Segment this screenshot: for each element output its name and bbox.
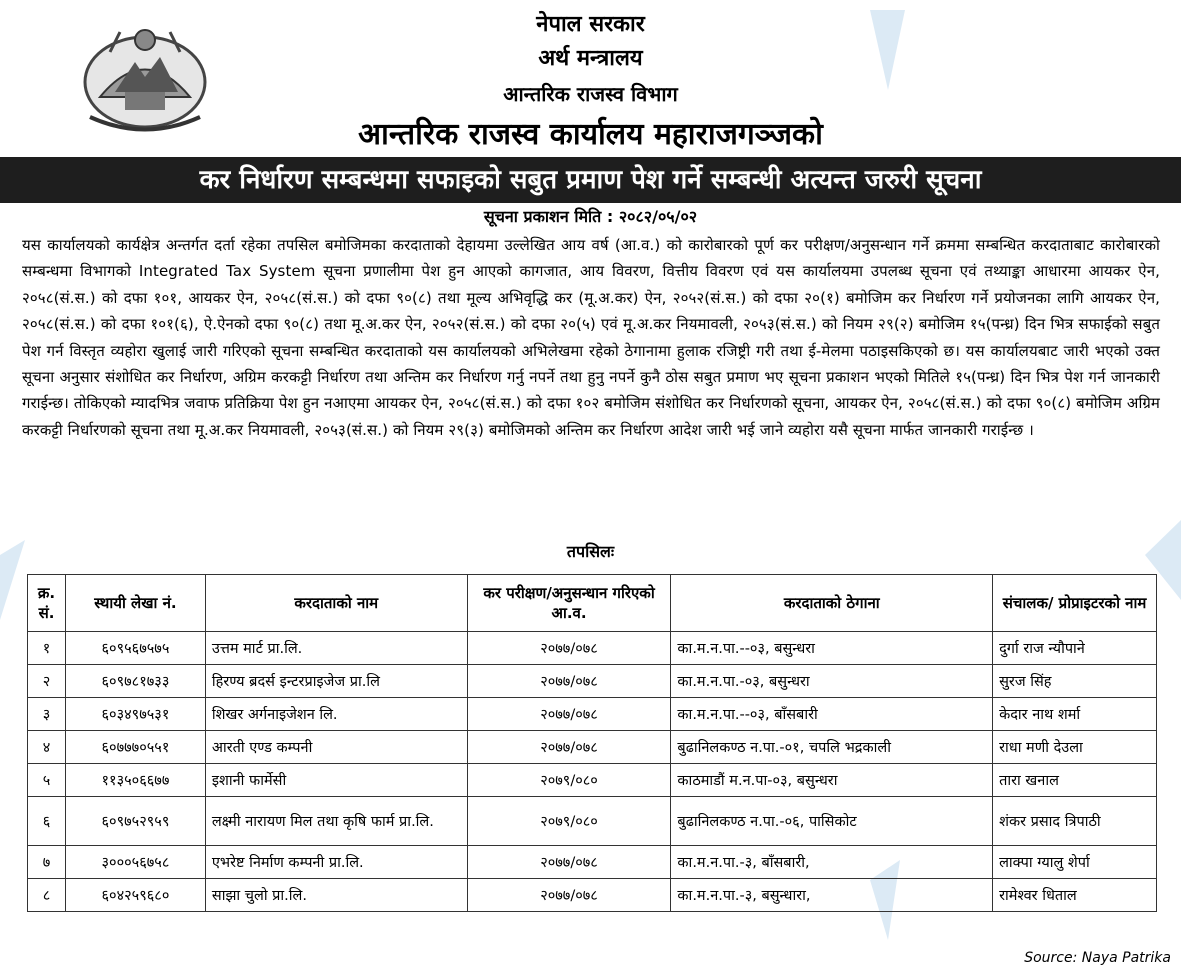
cell-director: दुर्गा राज न्यौपाने <box>993 632 1157 665</box>
cell-year: २०७७/०७८ <box>467 665 671 698</box>
cell-pan: ६०३४९७५३१ <box>65 698 205 731</box>
table-row <box>28 698 1157 731</box>
cell-address: का.म.न.पा.--०३, बसुन्धरा <box>671 632 993 665</box>
govt-name: नेपाल सरकार <box>536 12 645 37</box>
col-header-address: करदाताको ठेगाना <box>671 575 993 632</box>
table-row <box>28 665 1157 698</box>
table-row <box>28 731 1157 764</box>
cell-name: एभरेष्ट निर्माण कम्पनी प्रा.लि. <box>205 846 467 879</box>
ministry-name: अर्थ मन्त्रालय <box>538 46 643 71</box>
notice-header <box>0 0 1181 155</box>
col-header-year: कर परीक्षण/अनुसन्धान गरिएको आ.व. <box>467 575 671 632</box>
cell-sn: ४ <box>28 731 66 764</box>
col-header-pan: स्थायी लेखा नं. <box>65 575 205 632</box>
cell-pan: ११३५०६६७७ <box>65 764 205 797</box>
cell-address: का.म.न.पा.--०३, बाँसबारी <box>671 698 993 731</box>
cell-year: २०७७/०७८ <box>467 698 671 731</box>
notice-title-banner: कर निर्धारण सम्बन्धमा सफाइको सबुत प्रमाण पेश गर्ने सम्बन्धी अत्यन्त जरुरी सूचना <box>0 157 1181 203</box>
cell-name: उत्तम मार्ट प्रा.लि. <box>205 632 467 665</box>
table-row <box>28 797 1157 846</box>
publication-date: सूचना प्रकाशन मिति : २०८२/०५/०२ <box>483 207 698 226</box>
cell-director: केदार नाथ शर्मा <box>993 698 1157 731</box>
cell-pan: ६०९७८१७३३ <box>65 665 205 698</box>
cell-name: आरती एण्ड कम्पनी <box>205 731 467 764</box>
source-credit: Source: Naya Patrika <box>1024 950 1171 966</box>
cell-address: का.म.न.पा.-०३, बसुन्धरा <box>671 665 993 698</box>
table-row <box>28 846 1157 879</box>
cell-sn: ८ <box>28 879 66 912</box>
cell-year: २०७७/०७८ <box>467 846 671 879</box>
table-row <box>28 764 1157 797</box>
table-row <box>28 632 1157 665</box>
cell-name: शिखर अर्गनाइजेशन लि. <box>205 698 467 731</box>
cell-year: २०७९/०८० <box>467 797 671 846</box>
cell-sn: १ <box>28 632 66 665</box>
cell-director: लाक्पा ग्यालु शेर्पा <box>993 846 1157 879</box>
cell-name: हिरण्य ब्रदर्स इन्टरप्राइजेज प्रा.लि <box>205 665 467 698</box>
cell-director: राधा मणी देउला <box>993 731 1157 764</box>
cell-address: बुढानिलकण्ठ न.पा.-०६, पासिकोट <box>671 797 993 846</box>
cell-director: तारा खनाल <box>993 764 1157 797</box>
col-header-sn: क्र. सं. <box>28 575 66 632</box>
office-name: आन्तरिक राजस्व कार्यालय महाराजगञ्जको <box>358 117 823 152</box>
cell-year: २०७७/०७८ <box>467 879 671 912</box>
cell-director: रामेश्वर धिताल <box>993 879 1157 912</box>
cell-pan: ३०००५६७५८ <box>65 846 205 879</box>
col-header-director: संचालक/ प्रोप्राइटरको नाम <box>993 575 1157 632</box>
cell-sn: ६ <box>28 797 66 846</box>
table-row <box>28 879 1157 912</box>
cell-year: २०७९/०८० <box>467 764 671 797</box>
cell-name: लक्ष्मी नारायण मिल तथा कृषि फार्म प्रा.लि. <box>205 797 467 846</box>
cell-director: सुरज सिंह <box>993 665 1157 698</box>
schedule-label: तपसिलः <box>566 542 615 561</box>
cell-sn: ३ <box>28 698 66 731</box>
cell-pan: ६०४२५९६८० <box>65 879 205 912</box>
table-header-row <box>28 575 1157 632</box>
cell-pan: ६०७७७०५५१ <box>65 731 205 764</box>
cell-name: इशानी फार्मेसी <box>205 764 467 797</box>
cell-pan: ६०९५६७५७५ <box>65 632 205 665</box>
cell-address: का.म.न.पा.-३, बसुन्धारा, <box>671 879 993 912</box>
notice-body-paragraph: यस कार्यालयको कार्यक्षेत्र अन्तर्गत दर्ता रहेका तपसिल बमोजिमका करदाताको देहायमा उल्लेखित आय वर्ष (आ.व.) को कारोबारको पूर्ण कर परीक्षण/अनुसन्धान गर्ने क्रममा सम्बन्धित करदाताबाट कारोबारको सम्बन्धमा विभागको Integrated Tax System सूचना प्रणालीमा पेश हुन आएको कागजात, आय विवरण, वित्तीय विवरण एवं यस कार्यालयमा उपलब्ध सूचना एवं तथ्याङ्का आधारमा आयकर ऐन, २०५८(सं.स.) को दफा १०१, आयकर ऐन, २०५८(सं.स.) को दफा ९०(८) तथा मूल्य अभिवृद्धि कर (मू.अ.कर) ऐन, २०५२(सं.स.) को दफा २०(१) बमोजिम कर निर्धारण गर्ने प्रयोजनका लागि आयकर ऐन, २०५८(सं.स.) को दफा १०१(६), ऐ.ऐनको दफा ९०(८) तथा मू.अ.कर ऐन, २०५२(सं.स.) को दफा २०(५) एवं मू.अ.कर नियमावली, २०५३(सं.स.) को नियम २९(२) बमोजिम १५(पन्ध्र) दिन भित्र सफाईको सबुत पेश गर्न विस्तृत व्यहोरा खुलाई जारी गरिएको सूचना सम्बन्धित करदाताको यस कार्यालयको अभिलेखमा रहेको ठेगानामा हुलाक रजिष्ट्री गरी तथा ई-मेलमा पठाइसकिएको छ। यस कार्यालयबाट जारी भएको उक्त सूचना अनुसार संशोधित कर निर्धारण, अग्रिम करकट्टी निर्धारण तथा अन्तिम कर निर्धारण गर्नु नपर्ने तथा हुनु नपर्ने कुनै ठोस सबुत प्रमाण भए सूचना प्रकाशन भएको मितिले १५(पन्ध्र) दिन भित्र पेश गर्न जानकारी गराईन्छ। तोकिएको म्यादभित्र जवाफ प्रतिक्रिया पेश हुन नआएमा आयकर ऐन, २०५८(सं.स.) को दफा १०२ बमोजिम संशोधित कर निर्धारणको सूचना, आयकर ऐन, २०५८(सं.स.) को दफा ९०(८) बमोजिम अग्रिम करकट्टी निर्धारणको सूचना तथा मू.अ.कर नियमावली, २०५३(सं.स.) को नियम २९(३) बमोजिमको अन्तिम कर निर्धारण आदेश जारी भई जाने व्यहोरा यसै सूचना मार्फत जानकारी गराईन्छ । <box>22 236 1160 439</box>
taxpayer-table <box>27 574 1157 912</box>
cell-address: बुढानिलकण्ठ न.पा.-०१, चपलि भद्रकाली <box>671 731 993 764</box>
col-header-name: करदाताको नाम <box>205 575 467 632</box>
cell-sn: ७ <box>28 846 66 879</box>
cell-address: का.म.न.पा.-३, बाँसबारी, <box>671 846 993 879</box>
cell-year: २०७७/०७८ <box>467 731 671 764</box>
cell-address: काठमाडौं म.न.पा-०३, बसुन्धरा <box>671 764 993 797</box>
cell-year: २०७७/०७८ <box>467 632 671 665</box>
cell-sn: ५ <box>28 764 66 797</box>
cell-name: साझा चुलो प्रा.लि. <box>205 879 467 912</box>
cell-sn: २ <box>28 665 66 698</box>
cell-director: शंकर प्रसाद त्रिपाठी <box>993 797 1157 846</box>
cell-pan: ६०९७५२९५९ <box>65 797 205 846</box>
department-name: आन्तरिक राजस्व विभाग <box>503 82 678 106</box>
